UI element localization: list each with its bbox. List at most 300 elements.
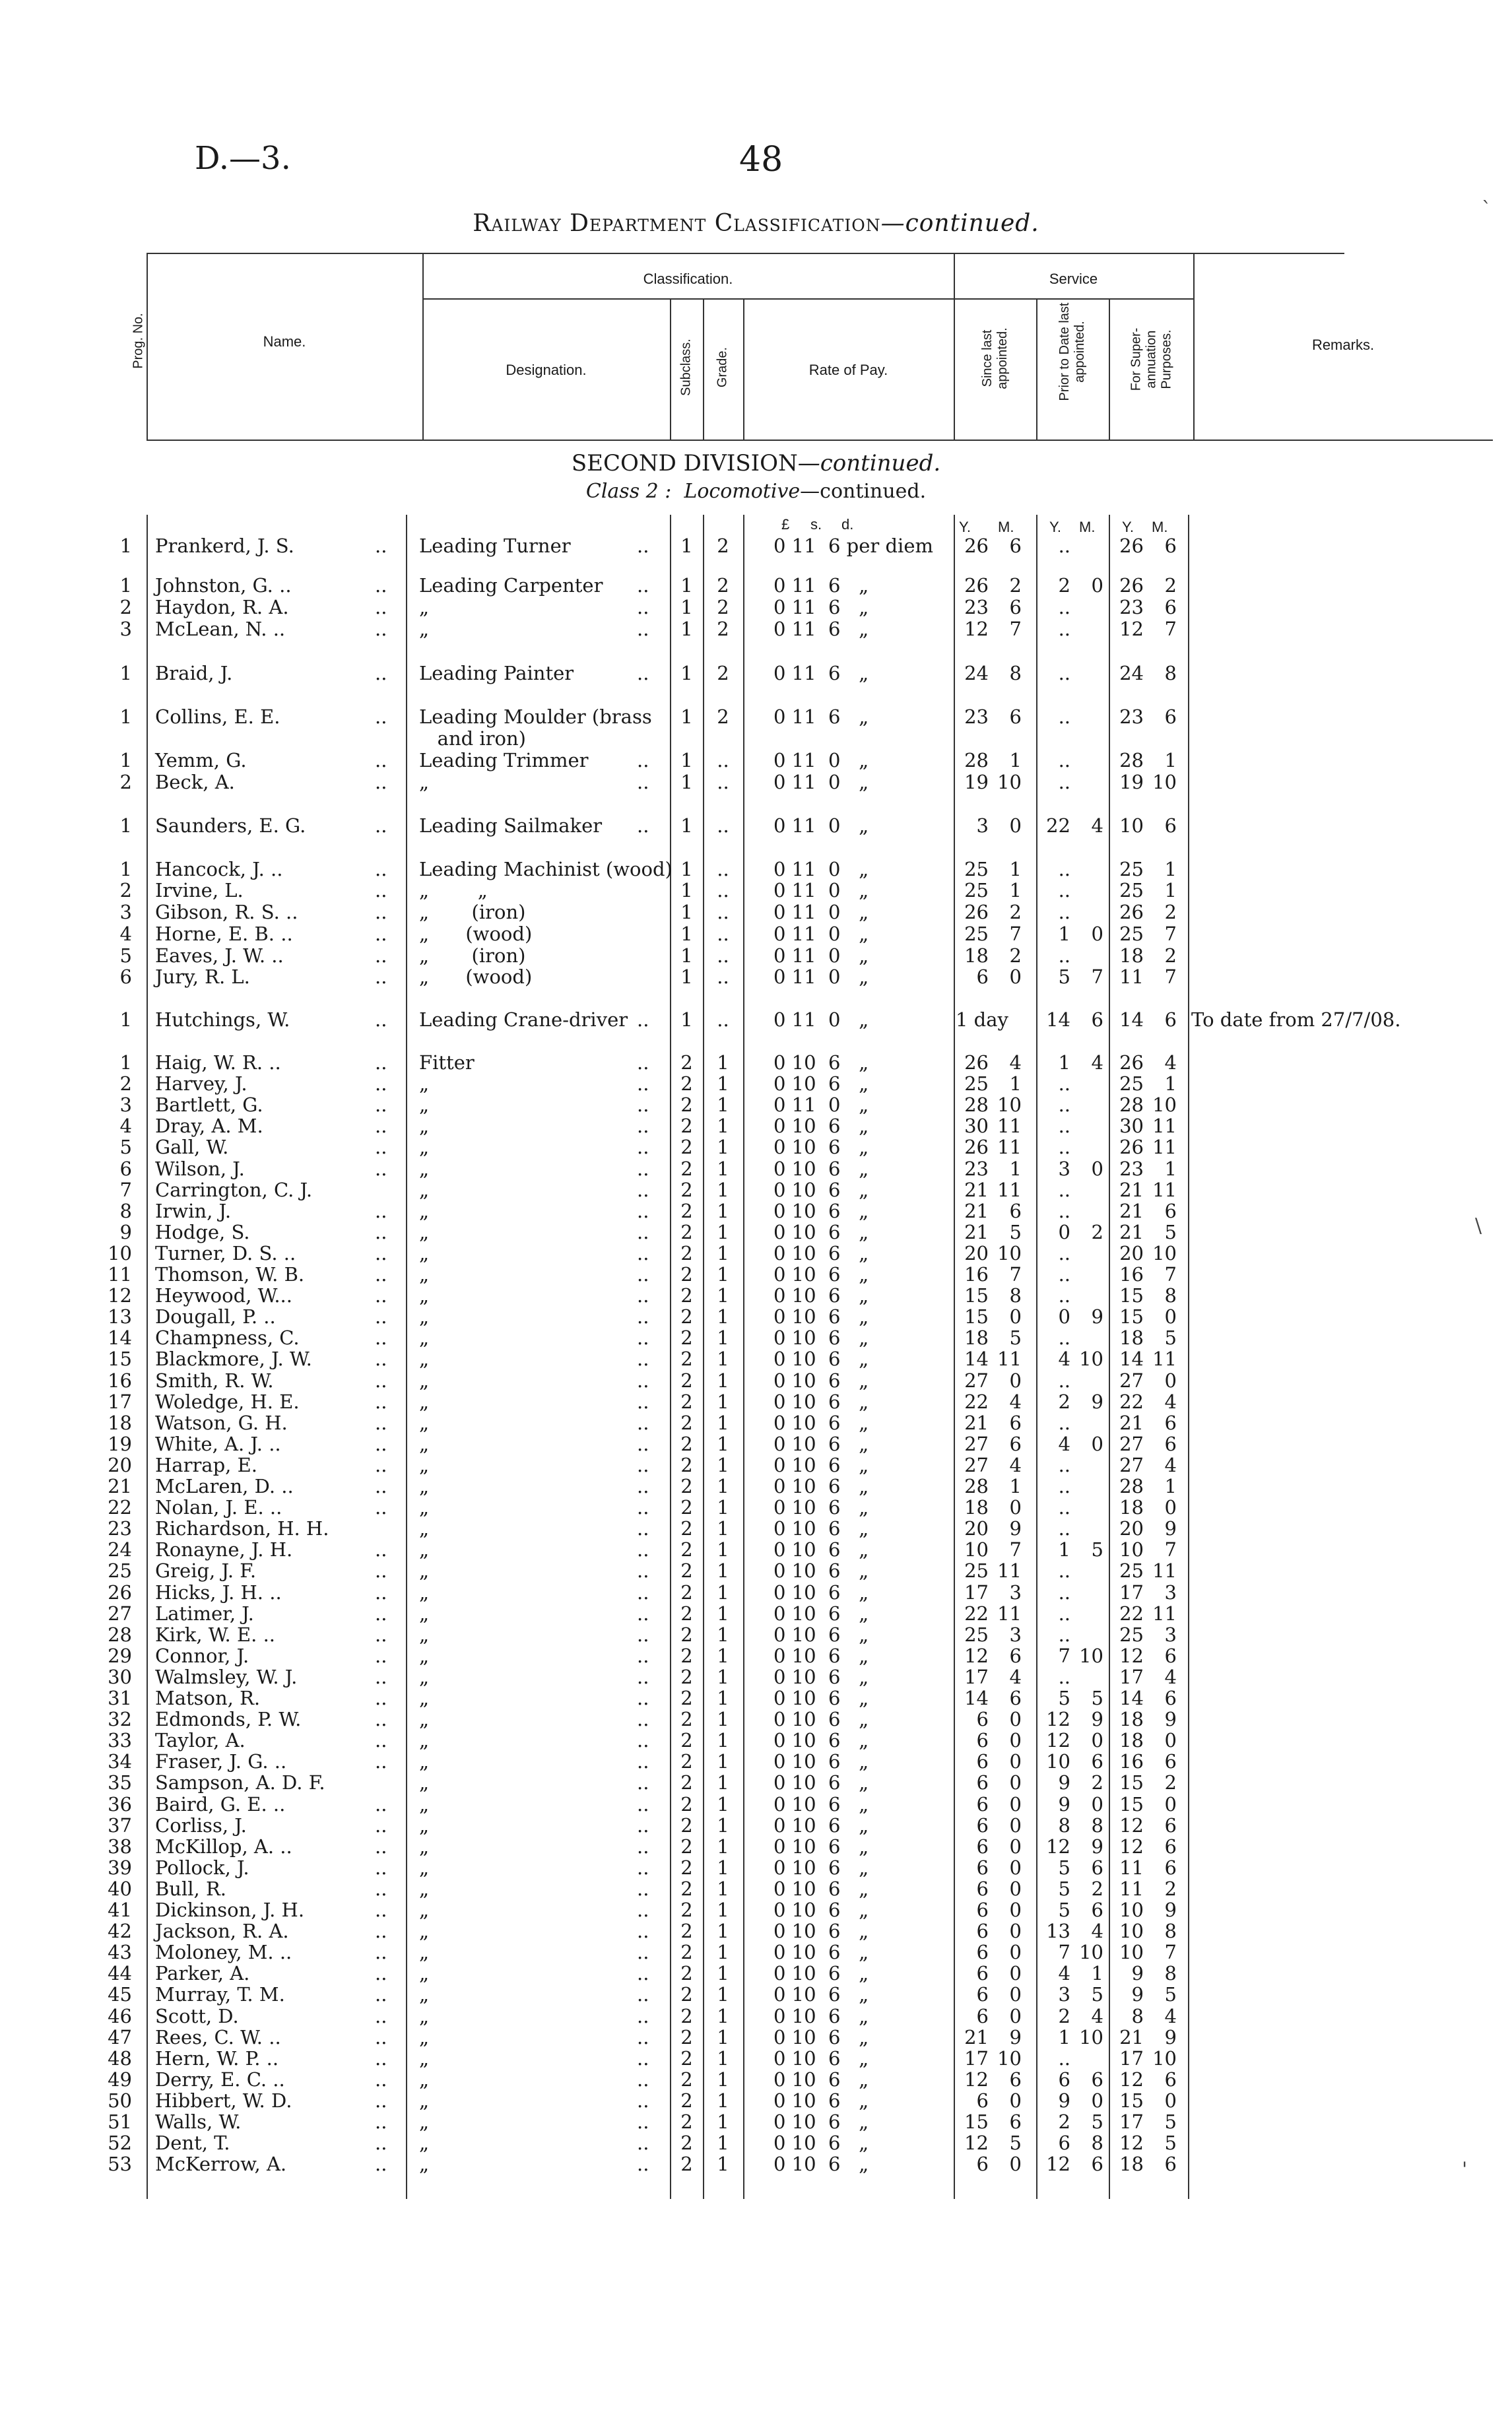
prog-no-cell: 14 bbox=[108, 1327, 132, 1350]
prior-years-cell: 2 bbox=[1058, 1390, 1070, 1413]
prior-years-cell: 5 bbox=[1058, 966, 1070, 988]
designation-cell: „ bbox=[419, 1877, 430, 1900]
since-years-cell: 6 bbox=[976, 1962, 989, 1985]
since-years-cell: 19 bbox=[964, 771, 989, 793]
rate-of-pay-cell: 0 10 6 „ bbox=[773, 1623, 869, 1646]
super-months-cell: 5 bbox=[1164, 2111, 1177, 2133]
grade-cell: 1 bbox=[717, 2004, 729, 2027]
super-years-cell: 25 bbox=[1119, 1623, 1144, 1646]
subclass-cell: 2 bbox=[680, 1856, 693, 1879]
super-years-cell: 18 bbox=[1119, 1708, 1144, 1731]
since-years-cell: 15 bbox=[964, 1305, 989, 1328]
name-cell: Hicks, J. H. .. bbox=[155, 1581, 282, 1604]
leader-dots: .. bbox=[375, 1687, 387, 1709]
designation-cell: „ bbox=[419, 1284, 430, 1307]
leader-dots: .. bbox=[637, 1835, 649, 1858]
prog-no-cell: 28 bbox=[108, 1623, 132, 1646]
unit-months: M. bbox=[998, 519, 1014, 535]
designation-cell: „ (iron) bbox=[419, 944, 526, 967]
leader-dots: .. bbox=[375, 1008, 387, 1031]
prog-no-cell: 31 bbox=[108, 1687, 132, 1709]
name-cell: Haydon, R. A. bbox=[155, 596, 289, 618]
subclass-cell: 2 bbox=[680, 1602, 693, 1625]
since-years-cell: 6 bbox=[976, 2089, 989, 2112]
designation-cell: Leading Carpenter bbox=[419, 574, 603, 597]
since-years-cell: 25 bbox=[964, 1559, 989, 1583]
since-months-cell: 0 bbox=[1009, 1814, 1022, 1837]
subclass-cell: 2 bbox=[680, 1517, 693, 1540]
name-cell: Walls, W. bbox=[155, 2111, 242, 2133]
rate-of-pay-cell: 0 10 6 „ bbox=[773, 1835, 869, 1858]
super-months-cell: 0 bbox=[1164, 1729, 1177, 1752]
since-months-cell: 6 bbox=[1009, 2111, 1022, 2133]
col-divider bbox=[1188, 515, 1189, 2199]
super-years-cell: 14 bbox=[1119, 1348, 1144, 1371]
prior-years-cell: .. bbox=[1058, 1453, 1070, 1476]
prog-no-cell: 1 bbox=[119, 662, 132, 684]
prior-years-cell: .. bbox=[1058, 1178, 1070, 1201]
super-months-cell: 4 bbox=[1164, 1453, 1177, 1476]
designation-cell: „ bbox=[419, 2047, 430, 2070]
since-months-cell: 7 bbox=[1009, 618, 1022, 640]
name-cell: Wilson, J. bbox=[155, 1157, 245, 1180]
rate-of-pay-cell: 0 10 6 „ bbox=[773, 1581, 869, 1604]
since-months-cell: 11 bbox=[997, 1178, 1022, 1201]
super-months-cell: 6 bbox=[1164, 596, 1177, 618]
leader-dots: .. bbox=[375, 1305, 387, 1328]
leader-dots: .. bbox=[375, 2089, 387, 2112]
prog-no-cell: 23 bbox=[108, 1517, 132, 1540]
prior-months-cell: 9 bbox=[1091, 1390, 1103, 1413]
designation-cell: Leading Turner bbox=[419, 535, 571, 557]
prior-years-cell: .. bbox=[1058, 1475, 1070, 1497]
subclass-cell: 2 bbox=[680, 1094, 693, 1117]
super-years-cell: 10 bbox=[1119, 1920, 1144, 1943]
super-years-cell: 17 bbox=[1119, 2047, 1144, 2070]
prior-months-cell: 0 bbox=[1091, 574, 1103, 597]
header-remarks: Remarks. bbox=[1311, 337, 1375, 353]
since-years-cell: 17 bbox=[964, 1581, 989, 1604]
super-years-cell: 14 bbox=[1119, 1008, 1144, 1031]
super-months-cell: 4 bbox=[1164, 1665, 1177, 1688]
leader-dots: .. bbox=[637, 1263, 649, 1286]
prior-years-cell: 3 bbox=[1058, 1983, 1070, 2006]
since-months-cell: 4 bbox=[1009, 1665, 1022, 1688]
rate-of-pay-cell: 0 10 6 „ bbox=[773, 1369, 869, 1392]
leader-dots: .. bbox=[375, 1432, 387, 1455]
prog-no-cell: 16 bbox=[108, 1369, 132, 1392]
since-years-cell: 1 day bbox=[956, 1008, 1008, 1031]
since-years-cell: 6 bbox=[976, 1708, 989, 1731]
super-years-cell: 12 bbox=[1119, 2068, 1144, 2091]
name-cell: Johnston, G. .. bbox=[155, 574, 292, 597]
prog-no-cell: 3 bbox=[119, 1094, 132, 1117]
grade-cell: 1 bbox=[717, 1941, 729, 1964]
leader-dots: .. bbox=[375, 1623, 387, 1646]
since-months-cell: 7 bbox=[1009, 1263, 1022, 1286]
prog-no-cell: 1 bbox=[119, 705, 132, 728]
name-cell: Connor, J. bbox=[155, 1644, 249, 1667]
leader-dots: .. bbox=[637, 1051, 649, 1074]
prior-years-cell: 1 bbox=[1058, 1538, 1070, 1561]
since-years-cell: 25 bbox=[964, 1072, 989, 1096]
leader-dots: .. bbox=[375, 771, 387, 793]
since-months-cell: 7 bbox=[1009, 1538, 1022, 1561]
grade-cell: 1 bbox=[717, 1475, 729, 1497]
prior-years-cell: 14 bbox=[1046, 1008, 1070, 1031]
leader-dots: .. bbox=[375, 2004, 387, 2027]
designation-cell: „ bbox=[419, 1390, 430, 1413]
since-months-cell: 7 bbox=[1009, 923, 1022, 945]
designation-cell: „ bbox=[419, 2004, 430, 2027]
subclass-cell: 1 bbox=[680, 618, 693, 640]
col-divider bbox=[406, 515, 407, 2199]
since-months-cell: 0 bbox=[1009, 1750, 1022, 1773]
prior-years-cell: .. bbox=[1058, 1496, 1070, 1519]
super-years-cell: 18 bbox=[1119, 944, 1144, 967]
rate-of-pay-cell: 0 11 0 „ bbox=[773, 901, 869, 923]
super-years-cell: 9 bbox=[1131, 1962, 1144, 1985]
subclass-cell: 1 bbox=[680, 662, 693, 684]
grade-cell: .. bbox=[717, 966, 729, 988]
subclass-cell: 1 bbox=[680, 944, 693, 967]
rate-of-pay-cell: 0 10 6 „ bbox=[773, 1348, 869, 1371]
leader-dots: .. bbox=[375, 662, 387, 684]
designation-cell: „ bbox=[419, 1899, 430, 1921]
super-months-cell: 0 bbox=[1164, 1496, 1177, 1519]
rate-of-pay-cell: 0 10 6 „ bbox=[773, 1602, 869, 1625]
since-months-cell: 6 bbox=[1009, 1411, 1022, 1434]
super-months-cell: 1 bbox=[1164, 749, 1177, 771]
grade-cell: 1 bbox=[717, 2111, 729, 2133]
subclass-cell: 2 bbox=[680, 1941, 693, 1964]
super-years-cell: 17 bbox=[1119, 2111, 1144, 2133]
super-months-cell: 11 bbox=[1152, 1178, 1177, 1201]
since-months-cell: 10 bbox=[997, 771, 1022, 793]
leader-dots: .. bbox=[637, 2004, 649, 2027]
since-months-cell: 9 bbox=[1009, 2025, 1022, 2048]
leader-dots: .. bbox=[637, 1687, 649, 1709]
leader-dots: .. bbox=[375, 901, 387, 923]
name-cell: Collins, E. E. bbox=[155, 705, 280, 728]
rate-of-pay-cell: 0 10 6 „ bbox=[773, 1453, 869, 1476]
since-months-cell: 1 bbox=[1009, 858, 1022, 880]
designation-cell: „ bbox=[419, 1750, 430, 1773]
super-months-cell: 6 bbox=[1164, 705, 1177, 728]
prog-no-cell: 25 bbox=[108, 1559, 132, 1583]
prog-no-cell: 5 bbox=[119, 944, 132, 967]
name-cell: Braid, J. bbox=[155, 662, 233, 684]
prior-months-cell: 8 bbox=[1091, 2132, 1103, 2155]
rate-of-pay-cell: 0 10 6 „ bbox=[773, 1284, 869, 1307]
super-years-cell: 20 bbox=[1119, 1517, 1144, 1540]
super-years-cell: 11 bbox=[1119, 966, 1144, 988]
rate-of-pay-cell: 0 10 6 „ bbox=[773, 1941, 869, 1964]
class-name: Locomotive bbox=[684, 480, 801, 503]
super-months-cell: 1 bbox=[1164, 858, 1177, 880]
since-years-cell: 12 bbox=[964, 618, 989, 640]
prior-months-cell: 2 bbox=[1091, 1877, 1103, 1900]
since-months-cell: 0 bbox=[1009, 1369, 1022, 1392]
grade-cell: 1 bbox=[717, 1115, 729, 1138]
prog-no-cell: 10 bbox=[108, 1241, 132, 1264]
designation-cell: „ bbox=[419, 1263, 430, 1286]
subclass-cell: 2 bbox=[680, 1369, 693, 1392]
grade-cell: 1 bbox=[717, 1496, 729, 1519]
prior-months-cell: 10 bbox=[1079, 1941, 1103, 1964]
since-months-cell: 4 bbox=[1009, 1453, 1022, 1476]
subclass-cell: 1 bbox=[680, 535, 693, 557]
rate-of-pay-cell: 0 10 6 „ bbox=[773, 1220, 869, 1243]
since-months-cell: 10 bbox=[997, 2047, 1022, 2070]
super-months-cell: 8 bbox=[1164, 1920, 1177, 1943]
subclass-cell: 2 bbox=[680, 1432, 693, 1455]
prior-years-cell: 10 bbox=[1046, 1750, 1070, 1773]
since-months-cell: 0 bbox=[1009, 1899, 1022, 1921]
super-years-cell: 27 bbox=[1119, 1369, 1144, 1392]
rate-of-pay-cell: 0 10 6 „ bbox=[773, 1178, 869, 1201]
super-years-cell: 25 bbox=[1119, 1072, 1144, 1096]
prior-months-cell: 8 bbox=[1091, 1814, 1103, 1837]
grade-cell: 1 bbox=[717, 1390, 729, 1413]
subclass-cell: 2 bbox=[680, 1814, 693, 1837]
leader-dots: .. bbox=[375, 1814, 387, 1837]
grade-cell: 1 bbox=[717, 1241, 729, 1264]
since-months-cell: 0 bbox=[1009, 2089, 1022, 2112]
prog-no-cell: 1 bbox=[119, 1008, 132, 1031]
rate-of-pay-cell: 0 11 0 „ bbox=[773, 923, 869, 945]
header-prior-to-date: Prior to Date last appointed. bbox=[1057, 302, 1087, 401]
prog-no-cell: 9 bbox=[119, 1220, 132, 1243]
prior-years-cell: 2 bbox=[1058, 2004, 1070, 2027]
super-months-cell: 5 bbox=[1164, 2132, 1177, 2155]
name-cell: Blackmore, J. W. bbox=[155, 1348, 312, 1371]
super-months-cell: 6 bbox=[1164, 814, 1177, 837]
leader-dots: .. bbox=[375, 574, 387, 597]
prior-years-cell: .. bbox=[1058, 749, 1070, 771]
super-months-cell: 2 bbox=[1164, 944, 1177, 967]
grade-cell: 2 bbox=[717, 662, 729, 684]
since-years-cell: 21 bbox=[964, 2025, 989, 2048]
super-years-cell: 15 bbox=[1119, 1305, 1144, 1328]
prior-years-cell: .. bbox=[1058, 1327, 1070, 1350]
grade-cell: 1 bbox=[717, 1644, 729, 1667]
class-prefix: Class 2 : bbox=[585, 480, 672, 503]
name-cell: Harvey, J. bbox=[155, 1072, 247, 1096]
prog-no-cell: 49 bbox=[108, 2068, 132, 2091]
super-years-cell: 15 bbox=[1119, 1771, 1144, 1794]
grade-cell: 1 bbox=[717, 1729, 729, 1752]
grade-cell: 1 bbox=[717, 1623, 729, 1646]
since-months-cell: 11 bbox=[997, 1348, 1022, 1371]
designation-cell: „ bbox=[419, 1983, 430, 2006]
designation-cell: „ bbox=[419, 2132, 430, 2155]
super-years-cell: 12 bbox=[1119, 1835, 1144, 1858]
prog-no-cell: 22 bbox=[108, 1496, 132, 1519]
rate-of-pay-cell: 0 11 0 „ bbox=[773, 858, 869, 880]
leader-dots: .. bbox=[375, 1899, 387, 1921]
prior-years-cell: .. bbox=[1058, 1665, 1070, 1688]
leader-dots: .. bbox=[375, 596, 387, 618]
rate-of-pay-cell: 0 10 6 „ bbox=[773, 1263, 869, 1286]
super-years-cell: 22 bbox=[1119, 1602, 1144, 1625]
super-months-cell: 6 bbox=[1164, 1432, 1177, 1455]
super-months-cell: 6 bbox=[1164, 2153, 1177, 2176]
designation-cell: „ bbox=[419, 1241, 430, 1264]
grade-cell: 1 bbox=[717, 1920, 729, 1943]
rate-of-pay-cell: 0 10 6 „ bbox=[773, 1115, 869, 1138]
designation-cell: and iron) bbox=[419, 727, 526, 750]
rate-of-pay-cell: 0 10 6 „ bbox=[773, 1814, 869, 1837]
prog-no-cell: 26 bbox=[108, 1581, 132, 1604]
prior-years-cell: 1 bbox=[1058, 2025, 1070, 2048]
prog-no-cell: 30 bbox=[108, 1665, 132, 1688]
super-months-cell: 7 bbox=[1164, 1263, 1177, 1286]
prog-no-cell: 39 bbox=[108, 1856, 132, 1879]
header-grade: Grade. bbox=[715, 346, 730, 388]
subclass-cell: 2 bbox=[680, 1348, 693, 1371]
prog-no-cell: 6 bbox=[119, 1157, 132, 1180]
leader-dots: .. bbox=[637, 1792, 649, 1816]
leader-dots: .. bbox=[637, 1983, 649, 2006]
since-years-cell: 12 bbox=[964, 2068, 989, 2091]
rate-of-pay-cell: 0 11 0 „ bbox=[773, 749, 869, 771]
super-months-cell: 9 bbox=[1164, 1708, 1177, 1731]
grade-cell: 1 bbox=[717, 1453, 729, 1476]
subclass-cell: 2 bbox=[680, 1136, 693, 1159]
prior-years-cell: 4 bbox=[1058, 1348, 1070, 1371]
subclass-cell: 2 bbox=[680, 1327, 693, 1350]
designation-cell: „ bbox=[419, 1115, 430, 1138]
prior-years-cell: 4 bbox=[1058, 1962, 1070, 1985]
prog-no-cell: 2 bbox=[119, 771, 132, 793]
since-months-cell: 6 bbox=[1009, 535, 1022, 557]
name-cell: Gall, W. bbox=[155, 1136, 229, 1159]
grade-cell: .. bbox=[717, 1008, 729, 1031]
leader-dots: .. bbox=[637, 2068, 649, 2091]
super-years-cell: 23 bbox=[1119, 705, 1144, 728]
subclass-cell: 2 bbox=[680, 1496, 693, 1519]
designation-cell: „ bbox=[419, 1665, 430, 1688]
super-months-cell: 9 bbox=[1164, 1899, 1177, 1921]
super-years-cell: 16 bbox=[1119, 1263, 1144, 1286]
unit-pence: d. bbox=[841, 516, 854, 533]
since-months-cell: 5 bbox=[1009, 1220, 1022, 1243]
super-months-cell: 6 bbox=[1164, 1750, 1177, 1773]
since-years-cell: 27 bbox=[964, 1369, 989, 1392]
super-months-cell: 7 bbox=[1164, 618, 1177, 640]
prior-years-cell: 13 bbox=[1046, 1920, 1070, 1943]
name-cell: Ronayne, J. H. bbox=[155, 1538, 293, 1561]
since-years-cell: 14 bbox=[964, 1687, 989, 1709]
prior-years-cell: .. bbox=[1058, 618, 1070, 640]
super-months-cell: 1 bbox=[1164, 1475, 1177, 1497]
since-years-cell: 28 bbox=[964, 1094, 989, 1117]
prior-months-cell: 6 bbox=[1091, 2153, 1103, 2176]
name-cell: Walmsley, W. J. bbox=[155, 1665, 298, 1688]
super-months-cell: 3 bbox=[1164, 1623, 1177, 1646]
grade-cell: 1 bbox=[717, 1559, 729, 1583]
rate-of-pay-cell: 0 10 6 „ bbox=[773, 1920, 869, 1943]
prog-no-cell: 1 bbox=[119, 814, 132, 837]
header-prog-no: Prog. No. bbox=[131, 313, 146, 369]
since-years-cell: 6 bbox=[976, 1941, 989, 1964]
super-years-cell: 10 bbox=[1119, 814, 1144, 837]
name-cell: Heywood, W... bbox=[155, 1284, 292, 1307]
prior-months-cell: 0 bbox=[1091, 1729, 1103, 1752]
prog-no-cell: 8 bbox=[119, 1199, 132, 1222]
designation-cell: „ bbox=[419, 1305, 430, 1328]
super-years-cell: 18 bbox=[1119, 1496, 1144, 1519]
subclass-cell: 2 bbox=[680, 2004, 693, 2027]
designation-cell: „ bbox=[419, 1411, 430, 1434]
designation-cell: „ bbox=[419, 1178, 430, 1201]
name-cell: Prankerd, J. S. bbox=[155, 535, 294, 557]
super-months-cell: 6 bbox=[1164, 2068, 1177, 2091]
prior-years-cell: .. bbox=[1058, 771, 1070, 793]
grade-cell: .. bbox=[717, 749, 729, 771]
subclass-cell: 2 bbox=[680, 1623, 693, 1646]
subclass-cell: 2 bbox=[680, 1835, 693, 1858]
prior-years-cell: 8 bbox=[1058, 1814, 1070, 1837]
super-years-cell: 15 bbox=[1119, 2089, 1144, 2112]
since-years-cell: 17 bbox=[964, 1665, 989, 1688]
name-cell: Pollock, J. bbox=[155, 1856, 249, 1879]
grade-cell: 1 bbox=[717, 1051, 729, 1074]
since-months-cell: 3 bbox=[1009, 1581, 1022, 1604]
subclass-cell: 2 bbox=[680, 1983, 693, 2006]
prog-no-cell: 38 bbox=[108, 1835, 132, 1858]
super-years-cell: 28 bbox=[1119, 1475, 1144, 1497]
leader-dots: .. bbox=[375, 1708, 387, 1731]
rate-of-pay-cell: 0 10 6 „ bbox=[773, 2089, 869, 2112]
prior-years-cell: 2 bbox=[1058, 574, 1070, 597]
subclass-cell: 1 bbox=[680, 1008, 693, 1031]
rate-of-pay-cell: 0 11 0 „ bbox=[773, 1008, 869, 1031]
grade-cell: 1 bbox=[717, 1432, 729, 1455]
prior-years-cell: .. bbox=[1058, 1284, 1070, 1307]
since-years-cell: 6 bbox=[976, 1920, 989, 1943]
since-months-cell: 10 bbox=[997, 1094, 1022, 1117]
header-rate-of-pay: Rate of Pay. bbox=[808, 362, 888, 378]
prior-months-cell: 0 bbox=[1091, 1432, 1103, 1455]
leader-dots: .. bbox=[637, 1115, 649, 1138]
prior-years-cell: .. bbox=[1058, 1623, 1070, 1646]
since-months-cell: 1 bbox=[1009, 1072, 1022, 1096]
rate-of-pay-cell: 0 10 6 „ bbox=[773, 1962, 869, 1985]
grade-cell: 1 bbox=[717, 1899, 729, 1921]
since-years-cell: 25 bbox=[964, 858, 989, 880]
name-cell: Haig, W. R. .. bbox=[155, 1051, 281, 1074]
leader-dots: .. bbox=[375, 1051, 387, 1074]
leader-dots: .. bbox=[375, 2111, 387, 2133]
prog-no-cell: 32 bbox=[108, 1708, 132, 1731]
title-main: Railway Department Classification bbox=[473, 210, 881, 237]
prog-no-cell: 21 bbox=[108, 1475, 132, 1497]
prior-months-cell: 5 bbox=[1091, 1983, 1103, 2006]
leader-dots: .. bbox=[375, 1750, 387, 1773]
since-years-cell: 6 bbox=[976, 2004, 989, 2027]
super-years-cell: 26 bbox=[1119, 1136, 1144, 1159]
page-reference: D.—3. bbox=[195, 140, 291, 177]
designation-cell: „ bbox=[419, 1094, 430, 1117]
leader-dots: .. bbox=[375, 749, 387, 771]
designation-cell: „ bbox=[419, 1199, 430, 1222]
leader-dots: .. bbox=[375, 1835, 387, 1858]
leader-dots: .. bbox=[375, 1920, 387, 1943]
since-months-cell: 2 bbox=[1009, 944, 1022, 967]
since-years-cell: 14 bbox=[964, 1348, 989, 1371]
